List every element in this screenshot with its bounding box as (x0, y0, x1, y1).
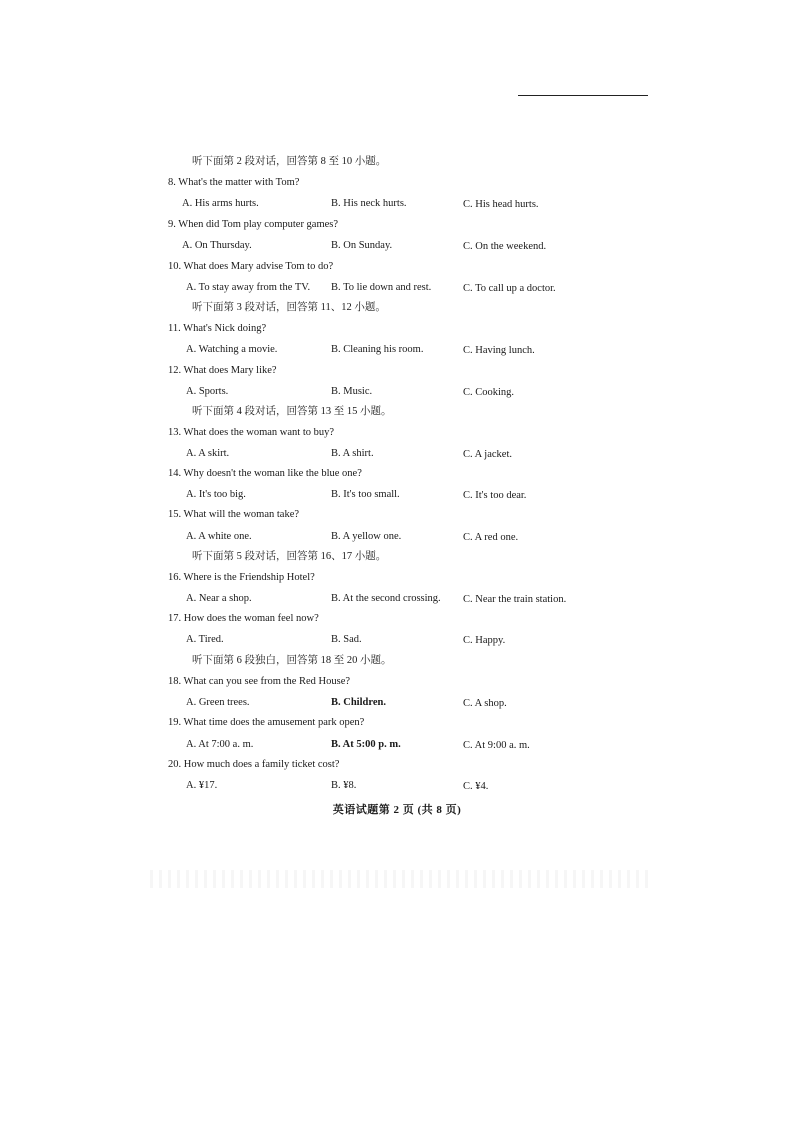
question-16: 16. Where is the Friendship Hotel? (168, 572, 315, 583)
question-9: 9. When did Tom play computer games? (168, 219, 339, 230)
q11-option-c: C. Having lunch. (463, 345, 535, 356)
q9-option-a: A. On Thursday. (182, 240, 252, 251)
section-header-4: 听下面第 4 段对话，回答第 13 至 15 小题。 (192, 406, 392, 417)
q18-option-a: A. Green trees. (186, 697, 250, 708)
q16-option-c: C. Near the train station. (463, 594, 567, 605)
q13-option-a: A. A skirt. (186, 448, 230, 459)
scan-noise-band (150, 870, 650, 888)
top-rule (518, 95, 648, 96)
q10-option-b: B. To lie down and rest. (331, 282, 432, 293)
question-18: 18. What can you see from the Red House? (168, 676, 351, 687)
q20-option-a: A. ¥17. (186, 780, 218, 791)
q11-option-b: B. Cleaning his room. (331, 344, 424, 355)
q20-option-b: B. ¥8. (331, 780, 357, 791)
q18-option-b: B. Children. (331, 697, 386, 708)
q17-option-a: A. Tired. (186, 634, 224, 645)
q17-option-c: C. Happy. (463, 635, 506, 646)
section-header-2: 听下面第 2 段对话，回答第 8 至 10 小题。 (192, 156, 387, 167)
q8-option-a: A. His arms hurts. (182, 198, 259, 209)
question-11: 11. What's Nick doing? (168, 323, 267, 334)
q16-option-b: B. At the second crossing. (331, 593, 441, 604)
section-header-6: 听下面第 6 段独白，回答第 18 至 20 小题。 (192, 655, 392, 666)
section-header-5: 听下面第 5 段对话，回答第 16、17 小题。 (192, 551, 387, 562)
q11-option-a: A. Watching a movie. (186, 344, 278, 355)
q16-option-a: A. Near a shop. (186, 593, 252, 604)
q12-option-a: A. Sports. (186, 386, 229, 397)
q17-option-b: B. Sad. (331, 634, 362, 645)
q10-option-a: A. To stay away from the TV. (186, 282, 311, 293)
question-15: 15. What will the woman take? (168, 509, 300, 520)
q12-option-c: C. Cooking. (463, 387, 515, 398)
question-17: 17. How does the woman feel now? (168, 613, 319, 624)
q20-option-c: C. ¥4. (463, 781, 489, 792)
question-12: 12. What does Mary like? (168, 365, 277, 376)
q13-option-b: B. A shirt. (331, 448, 374, 459)
q8-option-b: B. His neck hurts. (331, 198, 407, 209)
q18-option-c: C. A shop. (463, 698, 507, 709)
question-8: 8. What's the matter with Tom? (168, 177, 300, 188)
q15-option-b: B. A yellow one. (331, 531, 402, 542)
q14-option-b: B. It's too small. (331, 489, 400, 500)
q10-option-c: C. To call up a doctor. (463, 283, 556, 294)
q9-option-b: B. On Sunday. (331, 240, 393, 251)
q19-option-b: B. At 5:00 p. m. (331, 739, 401, 750)
question-10: 10. What does Mary advise Tom to do? (168, 261, 334, 272)
q8-option-c: C. His head hurts. (463, 199, 539, 210)
q15-option-c: C. A red one. (463, 532, 519, 543)
q19-option-c: C. At 9:00 a. m. (463, 740, 530, 751)
section-header-3: 听下面第 3 段对话，回答第 11、12 小题。 (192, 302, 386, 313)
q12-option-b: B. Music. (331, 386, 373, 397)
q19-option-a: A. At 7:00 a. m. (186, 739, 254, 750)
question-14: 14. Why doesn't the woman like the blue one? (168, 468, 362, 479)
q15-option-a: A. A white one. (186, 531, 252, 542)
q13-option-c: C. A jacket. (463, 449, 512, 460)
q9-option-c: C. On the weekend. (463, 241, 547, 252)
question-19: 19. What time does the amusement park open? (168, 717, 365, 728)
q14-option-a: A. It's too big. (186, 489, 246, 500)
question-13: 13. What does the woman want to buy? (168, 427, 335, 438)
page-footer: 英语试题第 2 页 (共 8 页) (332, 804, 462, 816)
q14-option-c: C. It's too dear. (463, 490, 527, 501)
question-20: 20. How much does a family ticket cost? (168, 759, 340, 770)
